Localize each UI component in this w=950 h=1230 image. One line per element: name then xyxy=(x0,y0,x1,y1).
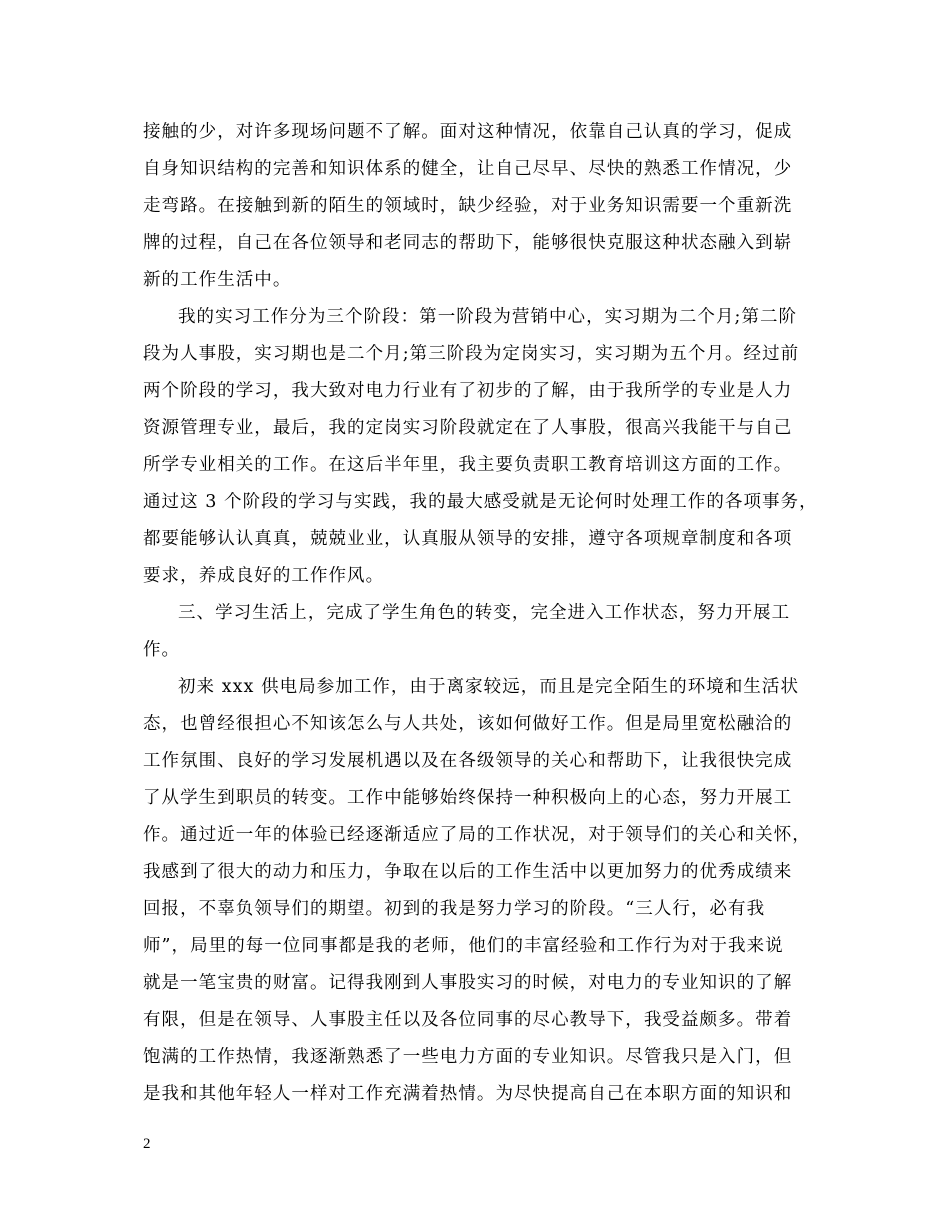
text-line: 作。通过近一年的体验已经逐渐适应了局的工作状况，对于领导们的关心和关怀， xyxy=(143,825,811,845)
paragraph-start-line: 我的实习工作分为三个阶段：第一阶段为营销中心，实习期为二个月;第二阶 xyxy=(178,307,798,327)
page-number: 2 xyxy=(143,1136,151,1152)
text-line: 工作氛围、良好的学习发展机遇以及在各级领导的关心和帮助下，让我很快完成 xyxy=(143,751,793,771)
text-line: 师”，局里的每一位同事都是我的老师，他们的丰富经验和工作行为对于我来说 xyxy=(143,936,784,956)
text-line: 要求，养成良好的工作作风。 xyxy=(143,566,385,586)
text-line: 态，也曾经很担心不知该怎么与人共处，该如何做好工作。但是局里宽松融洽的 xyxy=(143,714,793,734)
text-line: 饱满的工作热情，我逐渐熟悉了一些电力方面的专业知识。尽管我只是入门，但 xyxy=(143,1047,793,1067)
text-line: 我感到了很大的动力和压力，争取在以后的工作生活中以更加努力的优秀成绩来 xyxy=(143,862,793,882)
text-line: 两个阶段的学习，我大致对电力行业有了初步的了解，由于我所学的专业是人力 xyxy=(143,381,793,401)
text-line: 资源管理专业，最后，我的定岗实习阶段就定在了人事股，很高兴我能干与自己 xyxy=(143,418,793,438)
text-line: 牌的过程，自己在各位领导和老同志的帮助下，能够很快克服这种状态融入到崭 xyxy=(143,233,793,253)
section-heading-line: 作。 xyxy=(143,640,181,660)
text-line: 是我和其他年轻人一样对工作充满着热情。为尽快提高自己在本职方面的知识和 xyxy=(143,1084,793,1104)
text-line: 走弯路。在接触到新的陌生的领域时，缺少经验，对于业务知识需要一个重新洗 xyxy=(143,196,793,216)
text-line: 都要能够认认真真，兢兢业业，认真服从领导的安排，遵守各项规章制度和各项 xyxy=(143,529,793,549)
text-line: 有限，但是在领导、人事股主任以及各位同事的尽心教导下，我受益颇多。带着 xyxy=(143,1010,793,1030)
text-line: 就是一笔宝贵的财富。记得我刚到人事股实习的时候，对电力的专业知识的了解 xyxy=(143,973,793,993)
text-line: 所学专业相关的工作。在这后半年里，我主要负责职工教育培训这方面的工作。 xyxy=(143,455,793,475)
paragraph-start-line: 初来 xxx 供电局参加工作，由于离家较远，而且是完全陌生的环境和生活状 xyxy=(178,677,800,697)
text-line: 段为人事股，实习期也是二个月;第三阶段为定岗实习，实习期为五个月。经过前 xyxy=(143,344,800,364)
section-heading-line: 三、学习生活上，完成了学生角色的转变，完全进入工作状态，努力开展工 xyxy=(178,603,791,623)
text-line: 自身知识结构的完善和知识体系的健全，让自己尽早、尽快的熟悉工作情况，少 xyxy=(143,159,793,179)
text-line: 新的工作生活中。 xyxy=(143,270,292,290)
text-line: 回报，不辜负领导们的期望。初到的我是努力学习的阶段。“三人行，必有我 xyxy=(143,899,766,919)
text-line: 接触的少，对许多现场问题不了解。面对这种情况，依靠自己认真的学习，促成 xyxy=(143,122,793,142)
text-line: 通过这 3 个阶段的学习与实践，我的最大感受就是无论何时处理工作的各项事务， xyxy=(143,492,818,512)
text-line: 了从学生到职员的转变。工作中能够始终保持一种积极向上的心态，努力开展工 xyxy=(143,788,793,808)
